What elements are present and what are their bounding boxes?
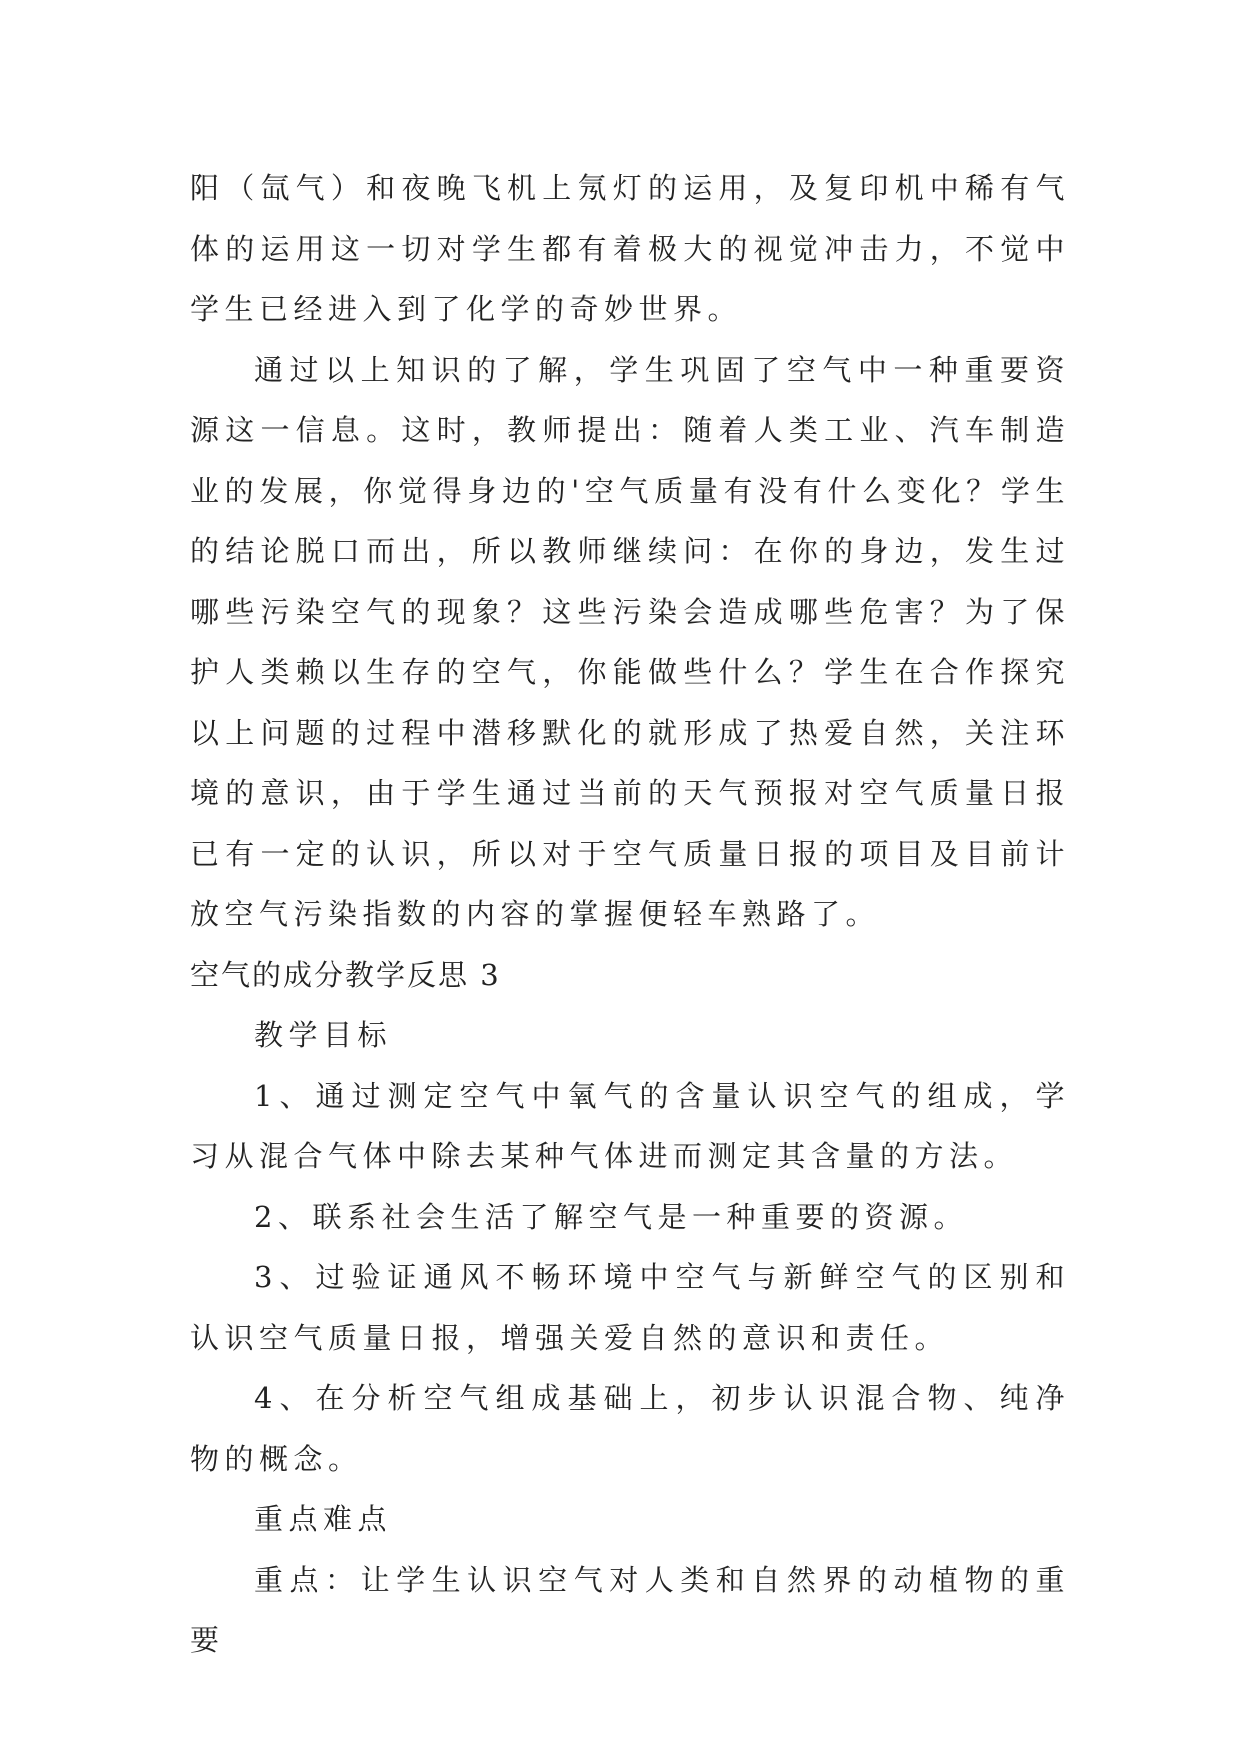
document-body (190, 158, 1070, 1671)
paragraph-air-quality-discussion: 通过以上知识的了解，学生巩固了空气中一种重要资源这一信息。这时，教师提出：随着人类工业、汽车制造业的发展，你觉得身边的'空气质量有没有什么变化？学生的结论脱口而出，所以教师继续问：在你的身边，发生过哪些污染空气的现象？这些污染会造成哪些危害？为了保护人类赖以生存的空气，你能做些什么？学生在合作探究以上问题的过程中潜移默化的就形成了热爱自然，关注环境的意识，由于学生通过当前的天气预报对空气质量日报已有一定的认识，所以对于空气质量日报的项目及目前计放空气污染指数的内容的掌握便轻车熟路了。 (190, 352, 1070, 931)
goal-item-3: 3、过验证通风不畅环境中空气与新鲜空气的区别和认识空气质量日报，增强关爱自然的意识和责任。 (190, 1260, 1070, 1355)
goal-item-4: 4、在分析空气组成基础上，初步认识混合物、纯净物的概念。 (190, 1381, 1070, 1476)
section-title: 空气的成分教学反思 3 (190, 957, 501, 992)
goal-item-1: 1、通过测定空气中氧气的含量认识空气的组成，学习从混合气体中除去某种气体进而测定其含量的方法。 (190, 1078, 1070, 1173)
subheading-key-difficulties: 重点难点 (254, 1502, 393, 1536)
goal-item-2: 2、联系社会生活了解空气是一种重要的资源。 (254, 1199, 968, 1234)
paragraph-key-points: 重点：让学生认识空气对人类和自然界的动植物的重要 (190, 1562, 1070, 1657)
paragraph-continuation: 阳（氙气）和夜晚飞机上氖灯的运用，及复印机中稀有气体的运用这一切对学生都有着极大的视觉冲击力，不觉中学生已经进入到了化学的奇妙世界。 (190, 171, 1070, 326)
subheading-teaching-goals: 教学目标 (254, 1018, 393, 1052)
